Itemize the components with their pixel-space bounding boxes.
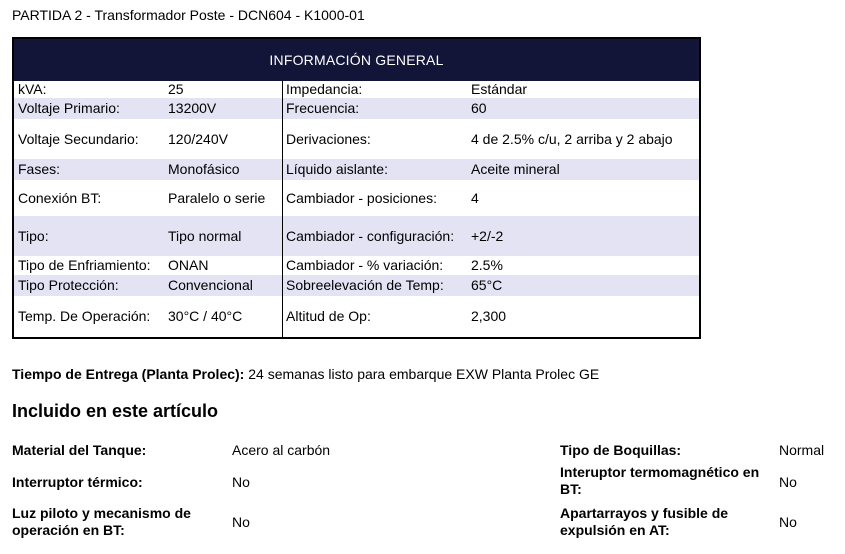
field-label: Voltaje Secundario: (18, 130, 139, 147)
field-value: 65°C (471, 277, 503, 293)
field-value: 30°C / 40°C (168, 308, 243, 324)
field-label: Fases: (18, 161, 61, 177)
field-label: Cambiador - posiciones: (282, 180, 468, 216)
section-title: Incluido en este artículo (12, 401, 219, 421)
field-label: Cambiador - configuración: (282, 216, 468, 256)
field-label: Derivaciones: (282, 119, 468, 159)
field-value: Tipo normal (168, 227, 242, 244)
table-header: INFORMACIÓN GENERAL (14, 39, 699, 81)
field-label: Tipo: (18, 227, 49, 244)
breaker-label: Interuptor termomagnético en BT: (560, 464, 760, 497)
delivery-time (12, 366, 599, 382)
field-label: Líquido aislante: (282, 159, 468, 180)
field-label: Tipo Protección: (18, 277, 119, 293)
table-row (14, 98, 699, 119)
field-value: 2.5% (471, 257, 503, 273)
field-value: 13200V (168, 100, 217, 116)
field-label: Sobreelevación de Temp: (282, 275, 468, 296)
field-value: 4 (471, 189, 479, 206)
field-label: kVA: (18, 81, 47, 97)
field-label: Conexión BT: (18, 189, 102, 206)
thermal-switch-label: Interruptor térmico: (12, 474, 143, 490)
delivery-label: Tiempo de Entrega (Planta Prolec): (12, 366, 245, 382)
arrester-label: Apartarrayos y fusible de expulsión en AT: (560, 505, 729, 538)
field-value: 4 de 2.5% c/u, 2 arriba y 2 abajo (471, 130, 673, 147)
delivery-value: 24 semanas listo para embarque EXW Planta Prolec GE (244, 366, 600, 382)
field-label: Cambiador - % variación: (282, 256, 468, 275)
field-label: Altitud de Op: (282, 296, 468, 337)
field-label: Temp. De Operación: (18, 308, 151, 324)
field-value: Paralelo o serie (168, 189, 266, 206)
tank-material-value: Acero al carbón (232, 442, 331, 458)
table-row (14, 180, 699, 216)
arrester-value: No (779, 514, 797, 530)
table-row (14, 81, 699, 98)
field-value: 2,300 (471, 308, 507, 324)
table-row (14, 119, 699, 159)
table-row (14, 159, 699, 180)
field-value: 25 (168, 81, 184, 97)
table-row (14, 256, 699, 275)
field-value: 60 (471, 100, 487, 116)
field-value: Estándar (471, 81, 528, 97)
field-value: ONAN (168, 257, 209, 273)
table-row (14, 216, 699, 256)
field-label: Frecuencia: (282, 98, 468, 119)
table-row (14, 296, 699, 337)
field-value: Aceite mineral (471, 161, 560, 177)
tank-material-label: Material del Tanque: (12, 442, 147, 458)
pilot-light-value: No (232, 514, 250, 530)
field-value: 120/240V (168, 130, 228, 147)
pilot-light-label: Luz piloto y mecanismo de operación en BT: (12, 505, 191, 538)
table-body (14, 81, 699, 337)
thermal-switch-value: No (232, 474, 250, 490)
field-value: Convencional (168, 277, 253, 293)
bushing-type-label: Tipo de Boquillas: (560, 442, 682, 458)
field-label: Voltaje Primario: (18, 100, 120, 116)
field-value: Monofásico (168, 161, 240, 177)
field-label: Impedancia: (282, 81, 468, 98)
table-row (14, 275, 699, 296)
field-label: Tipo de Enfriamiento: (18, 257, 151, 273)
breaker-value: No (779, 474, 797, 490)
general-info-table (12, 37, 701, 339)
field-value: +2/-2 (471, 227, 504, 244)
page-title: PARTIDA 2 - Transformador Poste - DCN604 - K1000-01 (12, 7, 365, 23)
bushing-type-value: Normal (779, 442, 825, 458)
